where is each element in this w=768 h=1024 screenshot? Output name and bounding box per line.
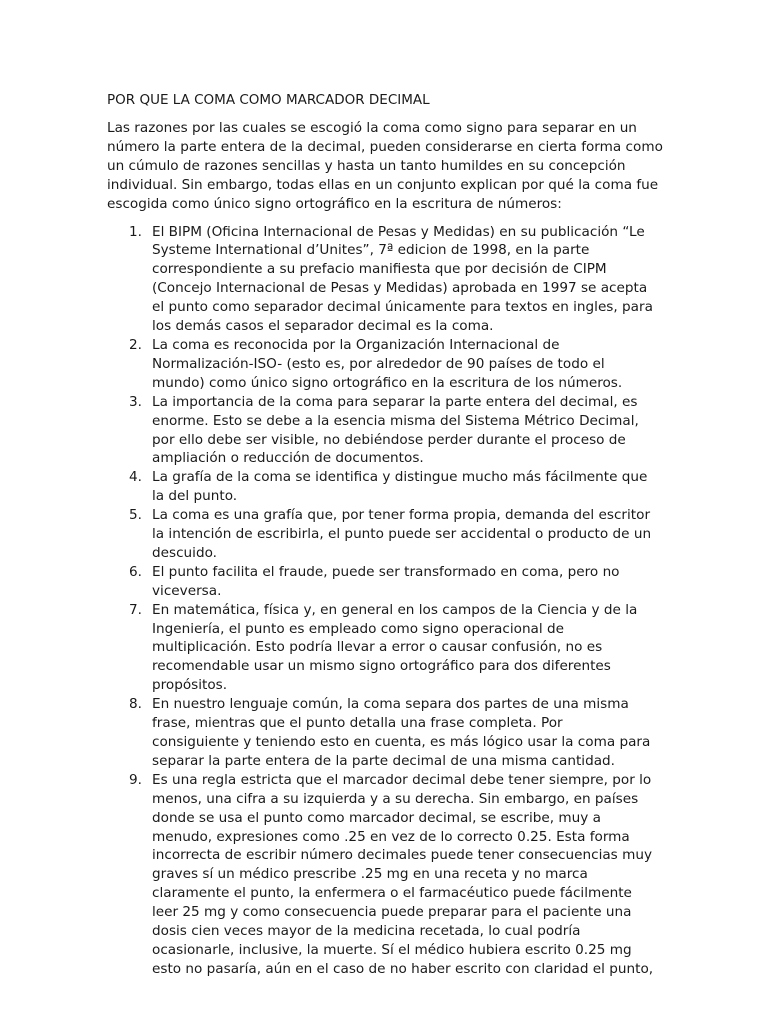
list-item-line: la intención de escribirla, el punto puede ser accidental o producto de un (152, 526, 652, 543)
list-item-line: graves sí un médico prescribe .25 mg en una receta y no marca (152, 866, 588, 883)
list-item-line: consiguiente y teniendo esto en cuenta, es más lógico usar la coma para (152, 734, 651, 750)
list-item-number: 3. (129, 393, 142, 410)
list-item-line: Ingeniería, el punto es empleado como signo operacional de (152, 620, 564, 637)
list-item-line: En nuestro lenguaje común, la coma separa dos partes de una misma (152, 696, 629, 713)
list-item-number: 2. (129, 336, 142, 353)
list-item-line: viceversa. (152, 582, 222, 599)
list-item-line: propósitos. (152, 677, 228, 694)
list-item-line: donde se usa el punto como marcador decimal, se escribe, muy a (152, 809, 601, 826)
document-page (107, 91, 667, 979)
list-item-line: leer 25 mg y como consecuencia puede preparar para el paciente una (152, 904, 632, 921)
list-item (107, 468, 667, 506)
list-item (107, 563, 667, 601)
list-item-number: 5. (129, 507, 142, 524)
list-item-line: la del punto. (152, 488, 238, 505)
list-item-number: 4. (129, 469, 142, 486)
list-item-line: ampliación o reducción de documentos. (152, 450, 424, 467)
list-item (107, 506, 667, 563)
list-item-line: Es una regla estricta que el marcador decimal debe tener siempre, por lo (152, 771, 652, 788)
list-item-line: La grafía de la coma se identifica y distingue mucho más fácilmente que (152, 469, 648, 486)
list-item-line: En matemática, física y, en general en los campos de la Ciencia y de la (152, 601, 638, 618)
list-item-line: multiplicación. Esto podría llevar a error o causar confusión, no es (152, 639, 603, 656)
list-item (107, 223, 667, 336)
list-item-line: los demás casos el separador decimal es la coma. (152, 318, 494, 335)
list-item-line: esto no pasaría, aún en el caso de no haber escrito con claridad el punto, (152, 960, 654, 977)
list-item-line: incorrecta de escribir número decimales puede tener consecuencias muy (152, 847, 652, 864)
list-item-line: La importancia de la coma para separar la parte entera del decimal, es (152, 393, 638, 410)
list-item-line: El punto facilita el fraude, puede ser transformado en coma, pero no (152, 563, 620, 580)
list-item-line: separar la parte entera de la parte decimal de una misma cantidad. (152, 752, 615, 769)
list-item-line: menos, una cifra a su izquierda y a su derecha. Sin embargo, en países (152, 790, 639, 807)
list-item (107, 771, 667, 979)
list-item-line: Systeme International d’Unites”, 7ª edicion de 1998, en la parte (152, 242, 590, 259)
list-item-line: enorme. Esto se debe a la esencia misma del Sistema Métrico Decimal, (152, 412, 639, 429)
list-item-line: descuido. (152, 544, 217, 561)
list-item-number: 8. (129, 696, 142, 713)
list-item-number: 9. (129, 771, 142, 788)
list-item-number: 6. (129, 563, 142, 580)
intro-paragraph: Las razones por las cuales se escogió la coma como signo para separar en un número la parte entera de la decimal, pueden considerarse en cierta forma como un cúmulo de razones sencillas y hasta un tanto humildes en su concepción individual. Sin embargo, todas ellas en un conjunto explican por qué la coma fue escogida como único signo ortográfico en la escritura de números: (107, 120, 663, 212)
list-item-line: La coma es una grafía que, por tener forma propia, demanda del escritor (152, 507, 651, 524)
list-item-line: dosis cien veces mayor de la medicina recetada, lo cual podría (152, 923, 581, 940)
list-item-line: El BIPM (Oficina Internacional de Pesas y Medidas) en su publicación “Le (152, 223, 645, 240)
list-item (107, 393, 667, 469)
list-item (107, 601, 667, 696)
list-item-line: el punto como separador decimal únicamente para textos en ingles, para (152, 299, 653, 316)
list-item-number: 7. (129, 601, 142, 618)
document-title: POR QUE LA COMA COMO MARCADOR DECIMAL (107, 92, 430, 108)
list-item-line: Normalización-ISO- (esto es, por alrededor de 90 países de todo el (152, 355, 605, 372)
list-item-line: (Concejo Internacional de Pesas y Medidas) aprobada en 1997 se acepta (152, 280, 648, 297)
list-item-line: correspondiente a su prefacio manifiesta que por decisión de CIPM (152, 261, 607, 278)
list-item-line: ocasionarle, inclusive, la muerte. Sí el médico hubiera escrito 0.25 mg (152, 941, 632, 958)
list-item-line: menudo, expresiones como .25 en vez de lo correcto 0.25. Esta forma (152, 828, 630, 845)
list-item-line: mundo) como único signo ortográfico en la escritura de los números. (152, 374, 623, 391)
list-item-line: por ello debe ser visible, no debiéndose perder durante el proceso de (152, 431, 626, 448)
list-item-line: recomendable usar un mismo signo ortográfico para dos diferentes (152, 658, 611, 675)
reasons-list (107, 223, 667, 979)
list-item-number: 1. (129, 223, 142, 240)
list-item-line: claramente el punto, la enfermera o el farmacéutico puede fácilmente (152, 885, 632, 902)
list-item (107, 336, 667, 393)
list-item (107, 695, 667, 771)
list-item-line: La coma es reconocida por la Organización Internacional de (152, 336, 560, 353)
list-item-line: frase, mientras que el punto detalla una frase completa. Por (152, 715, 563, 732)
